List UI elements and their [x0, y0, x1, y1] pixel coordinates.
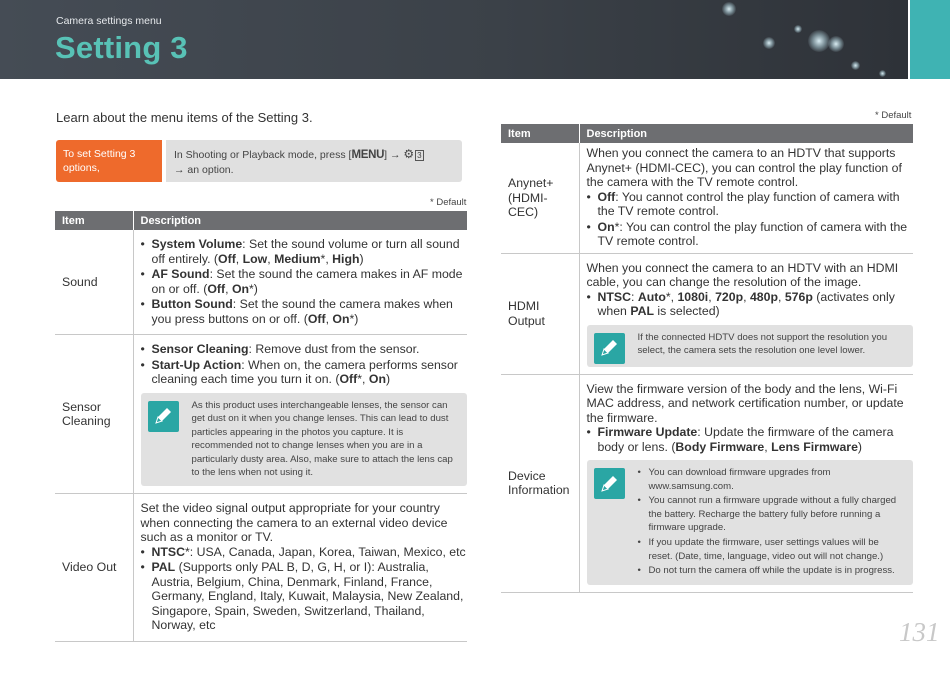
pen-note-icon [148, 401, 179, 432]
bokeh-light-decoration [851, 61, 860, 70]
note-list-item: • If you update the firmware, user settings values will be reset. (Date, time, language, video out will not change.) [638, 536, 906, 563]
list-item: • Firmware Update: Update the firmware of the camera body or lens. (Body Firmware, Lens Firmware) [587, 425, 914, 454]
option-text: : Set the sound the camera makes in AF mode on or off. ( [151, 267, 463, 296]
bokeh-light-decoration [828, 36, 844, 52]
settings-table-right [501, 124, 913, 593]
note-list-item: • You can download firmware upgrades from www.samsung.com. [638, 466, 906, 493]
note-box [587, 325, 914, 367]
row-intro: When you connect the camera to an HDTV with an HDMI cable, you can change the resolution of the image. [586, 260, 899, 289]
option-value: Off [218, 251, 236, 266]
description-cell [579, 143, 913, 253]
option-name: On [597, 219, 615, 234]
option-text: (activates only when [597, 289, 895, 318]
bullet-list [141, 342, 468, 387]
option-text: : You cannot control the play function of camera with the TV remote control. [597, 189, 900, 218]
settings-table-left [55, 211, 467, 642]
howto-text-part: → an option. [174, 164, 234, 176]
table-header-row [55, 211, 467, 230]
item-sound: Sound [55, 230, 133, 335]
default-note: * Default [875, 110, 912, 121]
option-name: Start-Up Action [151, 357, 242, 372]
note-box [141, 393, 468, 487]
note-text: If the connected HDTV does not support the resolution you select, the camera sets the resolution one level lower. [637, 331, 888, 357]
note-bullet-list [638, 466, 906, 578]
list-item: • System Volume: Set the sound volume or turn all sound off entirely. (Off, Low, Medium*, High) [141, 237, 468, 266]
column-header-description: Description [133, 211, 467, 230]
list-item: • Button Sound: Set the sound the camera makes when you press buttons on or off. (Off, On*) [141, 297, 468, 326]
description-cell [133, 494, 467, 642]
description-cell [579, 374, 913, 592]
list-item: • NTSC: Auto*, 1080i, 720p, 480p, 576p (activates only when PAL is selected) [587, 290, 914, 319]
default-note: * Default [430, 197, 467, 208]
howto-text-part: In Shooting or Playback mode, press [ [174, 149, 352, 161]
item-anynet: Anynet+ (HDMI-CEC) [501, 143, 579, 253]
option-value: Body Firmware [675, 439, 765, 454]
option-name: NTSC [151, 544, 185, 559]
gear-icon: ⚙ [403, 147, 415, 161]
column-header-item: Item [55, 211, 133, 230]
bullet-list [587, 190, 914, 249]
option-name: Off [597, 189, 616, 204]
description-cell [133, 230, 467, 335]
option-name: System Volume [151, 237, 243, 251]
bullet-list [141, 237, 468, 326]
option-name: AF Sound [151, 267, 210, 281]
option-name: Button Sound [151, 297, 233, 311]
option-value: Off [339, 372, 358, 386]
bullet-list [587, 290, 914, 319]
option-value: Low [242, 251, 268, 266]
option-value: Off [307, 311, 326, 326]
pen-note-icon [594, 468, 625, 499]
intro-text: Learn about the menu items of the Setting 3. [56, 110, 313, 125]
howto-label: To set Setting 3 options, [56, 140, 162, 182]
option-text: : Remove dust from the sensor. [248, 342, 420, 356]
option-value: High [332, 251, 360, 266]
option-name: Sensor Cleaning [151, 342, 249, 356]
list-item [587, 190, 914, 219]
option-value: 576p [784, 289, 813, 304]
list-item [141, 560, 468, 633]
menu-button-icon: MENU [351, 149, 385, 161]
option-value: On [332, 311, 350, 326]
list-item: • Start-Up Action: When on, the camera performs sensor cleaning each time you turn it on. (Off*, On) [141, 358, 468, 387]
section-label: Camera settings menu [56, 15, 162, 27]
option-value: 480p [749, 289, 778, 304]
option-text: : [630, 289, 638, 304]
option-value: Medium [274, 251, 321, 266]
option-text: (Supports only PAL B, D, G, H, or I): Australia, Austria, Belgium, China, Denmark, Finland, France, Germany, England, Italy, Kuwait, Malaysia, New Zealand, Singapore, Spain, Sweden, Switzerland, Thailand, Norway, etc [151, 560, 464, 633]
option-text: *: You can control the play function of camera with the TV remote control. [597, 219, 908, 248]
table-row [501, 374, 913, 592]
option-name: Firmware Update [597, 425, 698, 439]
bokeh-light-decoration [794, 25, 802, 33]
option-value: On [231, 281, 250, 296]
item-video-out: Video Out [55, 494, 133, 642]
option-value: Auto [637, 289, 666, 304]
option-value: PAL [630, 304, 655, 318]
howto-arrow-text: ] → [384, 149, 404, 161]
note-list-item: • You cannot run a firmware upgrade without a fully charged the battery. Recharge the battery fully before running a firmware upgrade. [638, 494, 906, 535]
column-header-description: Description [579, 124, 913, 143]
note-box [587, 460, 914, 585]
page-title: Setting 3 [55, 30, 188, 65]
table-row [55, 335, 467, 494]
option-value: Off [207, 281, 226, 296]
table-header-row [501, 124, 913, 143]
list-item: • AF Sound: Set the sound the camera makes in AF mode on or off. (Off, On*) [141, 267, 468, 296]
option-text: : When on, the camera performs sensor cleaning each time you turn it on. ( [151, 357, 458, 386]
item-device-information: Device Information [501, 374, 579, 592]
option-text: is selected) [654, 304, 720, 318]
option-name: NTSC [597, 289, 631, 304]
list-item [141, 545, 468, 560]
table-row [501, 143, 913, 253]
row-intro: View the firmware version of the body and the lens, Wi-Fi MAC address, and network certification number, or update the firmware. [586, 381, 904, 425]
item-sensor-cleaning: Sensor Cleaning [55, 335, 133, 494]
bokeh-light-decoration [808, 30, 830, 52]
gear-tab-number: 3 [417, 151, 422, 160]
note-list-item: • Do not turn the camera off while the update is in progress. [638, 564, 906, 578]
table-row [55, 230, 467, 335]
description-cell [579, 253, 913, 374]
pen-note-icon [594, 333, 625, 364]
item-hdmi-output: HDMI Output [501, 253, 579, 374]
list-item [141, 342, 468, 357]
option-value: Lens Firmware [771, 439, 858, 454]
option-text: *: USA, Canada, Japan, Korea, Taiwan, Mexico, etc [184, 544, 466, 559]
table-row [501, 253, 913, 374]
option-value: On [368, 372, 386, 386]
bullet-list [587, 425, 914, 454]
option-name: PAL [151, 560, 176, 575]
page-number: 131 [899, 617, 940, 647]
page-header [0, 0, 908, 79]
option-value: 1080i [677, 289, 709, 304]
accent-tab [910, 0, 950, 79]
option-value: 720p [715, 289, 744, 304]
bokeh-light-decoration [722, 2, 736, 16]
bokeh-light-decoration [879, 70, 886, 77]
description-cell [133, 335, 467, 494]
howto-instructions [166, 140, 462, 182]
bullet-list [141, 545, 468, 633]
option-text: : Set the sound volume or turn all sound off entirely. ( [151, 237, 460, 266]
list-item [587, 220, 914, 249]
option-text: : Set the sound the camera makes when you press buttons on or off. ( [151, 297, 453, 326]
table-row [55, 494, 467, 642]
note-text: As this product uses interchangeable lenses, the sensor can get dust on it when you change lenses. This can lead to dust particles appearing in the photos you capture. It is recommended not to change lenses when you are in a particularly dusty area. Also, make sure to attach the lens cap to the lens when not using it. [191, 399, 453, 479]
bokeh-light-decoration [763, 37, 775, 49]
row-intro: When you connect the camera to an HDTV that supports Anynet+ (HDMI-CEC), you can control the play function of the camera with the TV remote control. [586, 146, 902, 189]
row-intro: Set the video signal output appropriate for your country when connecting the camera to an external video device such as a monitor or TV. [140, 501, 448, 545]
option-text: : Update the firmware of the camera body or lens. ( [597, 425, 894, 454]
column-header-item: Item [501, 124, 579, 143]
